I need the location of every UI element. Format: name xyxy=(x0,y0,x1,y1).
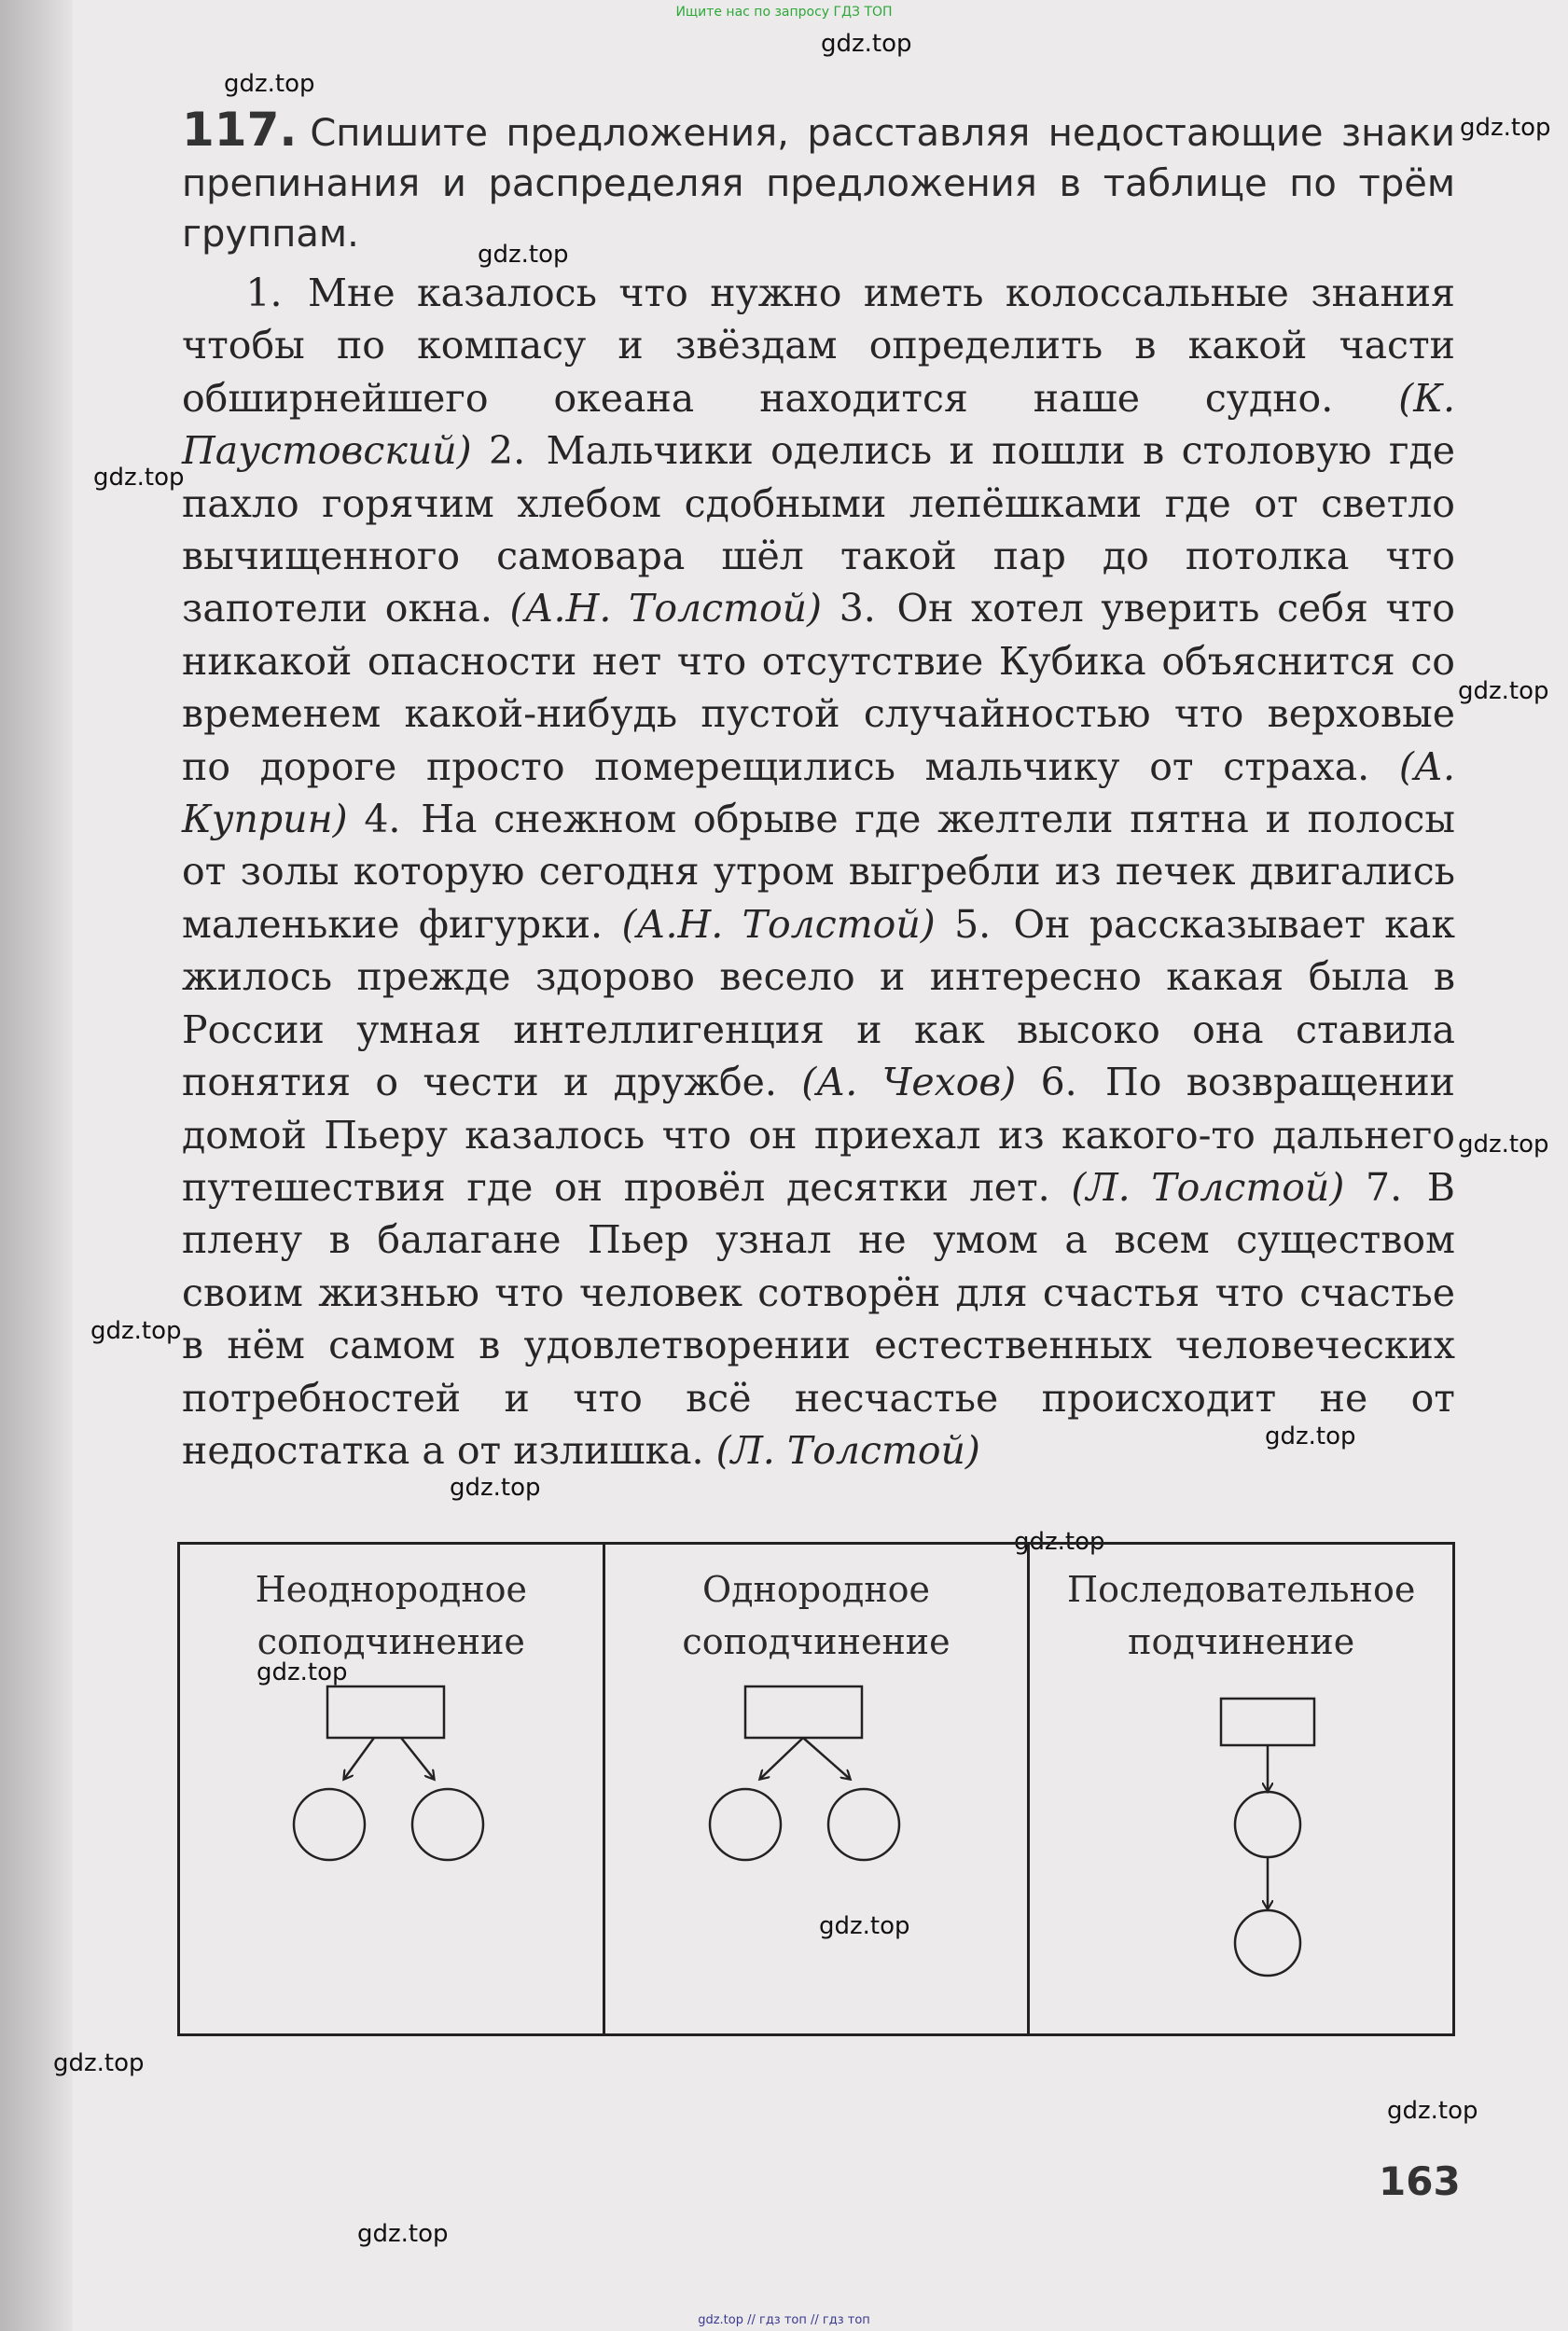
sentence-text: По возвращении домой Пьеру казалось что он приехал из какого-то дальнего путешествия где он провёл десятки лет. xyxy=(182,1060,1455,1210)
watermark: gdz.top xyxy=(819,1912,910,1940)
table-column-sequential xyxy=(1030,1545,1452,2033)
footer-note: gdz.top // гдз топ // гдз топ xyxy=(698,2313,870,2327)
sentence-number: 2. xyxy=(489,428,526,474)
sentence-text: В плену в балагане Пьер узнал не умом а всем существом своим жизнью что человек сотворён для счастья что счастье в нём самом в удовлетворении естественных человеческих потребностей и что всё несчастье происходит не от недостатка а от излишка. xyxy=(182,1164,1455,1473)
subordinate-clause-circle xyxy=(1235,1910,1300,1976)
left-arrow xyxy=(760,1738,803,1779)
sentence-number: 7. xyxy=(1366,1164,1403,1210)
task-instruction-block xyxy=(182,104,1455,259)
table-column-heterogeneous xyxy=(180,1545,605,2033)
left-arrow xyxy=(344,1738,374,1779)
watermark: gdz.top xyxy=(821,30,912,58)
subordinate-clause-circle xyxy=(1235,1792,1300,1857)
sentence-text: Мальчики оделись и пошли в столовую где пахло горячим хлебом сдобными лепёшками где от светло вычищенного самовара шёл такой пар до потолка что запотели окна. xyxy=(182,428,1455,631)
page-number: 163 xyxy=(1379,2158,1461,2204)
watermark: gdz.top xyxy=(53,2049,145,2077)
sentence xyxy=(182,1165,1455,1473)
watermark: gdz.top xyxy=(1460,114,1551,142)
table-column-homogeneous xyxy=(605,1545,1031,2033)
subordinate-clause-circle xyxy=(710,1789,781,1860)
right-arrow xyxy=(401,1738,434,1779)
subordinate-clause-circle xyxy=(828,1789,899,1860)
column-title: Однородное соподчинение xyxy=(682,1569,951,1662)
sentence-author: (Л. Толстой) xyxy=(715,1427,980,1473)
sentence-text: Он хотел уверить себя что никакой опасности нет что отсутствие Кубика объяснится со временем какой-нибудь пустой случайностью что верховые по дороге просто померещились мальчику от страха. xyxy=(182,586,1455,789)
homogeneous-diagram xyxy=(605,1545,1028,2033)
subordinate-clause-circle xyxy=(412,1789,483,1860)
sentence-number: 1. xyxy=(245,271,283,315)
watermark: gdz.top xyxy=(93,464,185,492)
main-clause-box xyxy=(745,1686,862,1738)
main-clause-box xyxy=(327,1686,444,1738)
watermark: gdz.top xyxy=(1265,1422,1356,1450)
sequential-diagram xyxy=(1030,1545,1452,2033)
column-title: Неоднородное соподчинение xyxy=(255,1569,528,1662)
header-note: Ищите нас по запросу ГДЗ ТОП xyxy=(675,5,893,20)
schema-table xyxy=(177,1542,1455,2036)
watermark: gdz.top xyxy=(224,70,315,98)
sentence-text: На снежном обрыве где желтели пятна и полосы от золы которую сегодня утром выгребли из печек двигались маленькие фигурки. xyxy=(182,797,1455,947)
sentence-author: (А. Куприн) xyxy=(182,743,1455,842)
sentence-author: (К. Паустовский) xyxy=(182,375,1455,474)
watermark: gdz.top xyxy=(450,1474,541,1502)
watermark: gdz.top xyxy=(1387,2097,1478,2125)
main-clause-box xyxy=(1221,1699,1314,1745)
heterogeneous-diagram xyxy=(180,1545,603,2033)
task-number: 117. xyxy=(182,103,298,157)
task-instruction: Спишите предложения, расставляя недостающие знаки препинания и распределяя предложения в таблице по трём группам. xyxy=(182,112,1455,256)
sentence-number: 6. xyxy=(1040,1060,1077,1105)
sentences-paragraph xyxy=(182,267,1455,1477)
sentence-author: (Л. Толстой) xyxy=(1071,1164,1345,1210)
watermark: gdz.top xyxy=(357,2220,449,2248)
watermark: gdz.top xyxy=(90,1317,182,1345)
book-spine-shadow xyxy=(0,0,73,2331)
sentence-number: 5. xyxy=(954,901,992,947)
sentence-number: 3. xyxy=(839,586,876,631)
watermark: gdz.top xyxy=(1458,677,1549,705)
column-title: Последовательное подчинение xyxy=(1067,1569,1416,1662)
watermark: gdz.top xyxy=(478,241,569,269)
exercise xyxy=(182,104,1455,1477)
sentence-author: (А.Н. Толстой) xyxy=(621,901,936,947)
watermark: gdz.top xyxy=(257,1658,348,1686)
watermark: gdz.top xyxy=(1458,1131,1549,1159)
sentence-text: Он рассказывает как жилось прежде здорово весело и интересно какая была в России умная интеллигенция и как высоко она ставила понятия о чести и дружбе. xyxy=(182,901,1455,1105)
sentence-author: (А. Чехов) xyxy=(801,1060,1017,1105)
watermark: gdz.top xyxy=(1014,1528,1105,1556)
subordinate-clause-circle xyxy=(294,1789,365,1860)
sentence-author: (А.Н. Толстой) xyxy=(509,586,823,631)
sentence-number: 4. xyxy=(364,797,401,842)
sentence-text: Мне казалось что нужно иметь колоссальные знания чтобы по компасу и звёздам определить в какой части обширнейшего океана находится наше судно. xyxy=(182,271,1455,421)
right-arrow xyxy=(803,1738,850,1779)
